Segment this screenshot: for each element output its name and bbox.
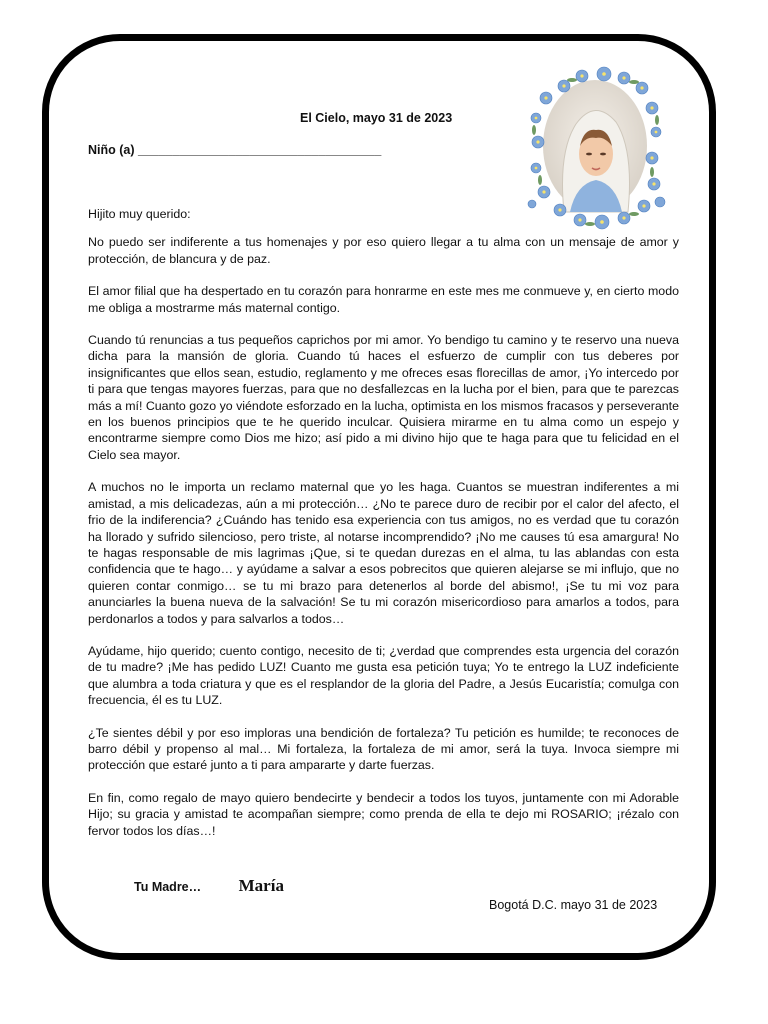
letter-paragraph: No puedo ser indiferente a tus homenajes y por eso quiero llegar a tu alma con un mensaje de amor y protección, de blancura y de paz.	[88, 235, 679, 266]
letter-body	[88, 206, 679, 855]
letter-paragraph: El amor filial que ha despertado en tu corazón para honrarme en este mes me conmueve y, en cierto modo me obliga a mostrarme más maternal contigo.	[88, 284, 679, 315]
letter-paragraph: ¿Te sientes débil y por eso imploras una bendición de fortaleza? Tu petición es humilde; te reconoces de barro débil y propenso al mal… Mi fortaleza, la fortaleza de mi amor, será la tuya. Invoca siempre mi protección que estaré junto a ti para ampararte y darte fuerzas.	[88, 725, 679, 773]
letter-greeting: Hijito muy querido:	[88, 207, 191, 221]
virgin-mary-portrait-icon	[524, 62, 666, 230]
signature-closing: Tu Madre…	[134, 880, 202, 894]
child-name-line: Niño (a) ___________________________________	[88, 143, 382, 157]
letter-paragraph: A muchos no le importa un reclamo maternal que yo les haga. Cuantos se muestran indiferentes a mi amistad, a mis delicadezas, aún a mi protección… ¿No te parece duro de recibir por el calor del afecto, el frio de la indiferencia? ¿Cuándo has tenido esa experiencia con tus amigos, no es verdad que tu corazón ha llorado y sufrido silencioso, pero triste, al notarse incomprendido? ¡No me causes tú esa amargura! No te hagas responsable de mis lagrimas ¡Que, si te quedan durezas en el alma, tu las ablandas con esta confidencia que te hago… y ayúdame a salvar a esos pobrecitos que quieren alejarse se mi influjo, que no quieren contar conmigo… se tu mi brazo para detenerlos al borde del abismo!, ¡Se tu mi voz para anunciarles la buena nueva de la salvación! Se tu mi corazón misericordioso para amarlos a todos, para perdonarlos a todos y para salvarlos a todos…	[88, 480, 679, 626]
letter-date-header: El Cielo, mayo 31 de 2023	[300, 111, 453, 125]
place-date: Bogotá D.C. mayo 31 de 2023	[489, 898, 658, 912]
signature-name: María	[238, 876, 284, 895]
letter-paragraph: Cuando tú renuncias a tus pequeños caprichos por mi amor. Yo bendigo tu camino y te reservo una nueva dicha para la mansión de gloria. Cuando tú haces el esfuerzo de cumplir con tus deberes por insignificantes que ellos sean, estudio, reglamento y me ofreces esas florecillas de amor, ¡Yo intercedo por ti para que tengas mayores fuerzas, para que no desfallezcas en la lucha por el bien, para que te parezcas más a mí! Cuanto gozo yo viéndote esforzado en la lucha, optimista en los mismos fracasos y perseverante en los buenos principios que te he querido inculcar. Quisiera mirarme en tu alma como un espejo y encontrarme siempre como Dios me hizo; así pido a mi divino hijo que te haga para que tu felicidad en el Cielo sea mayor.	[88, 333, 679, 462]
letter-paragraph: Ayúdame, hijo querido; cuento contigo, necesito de ti; ¿verdad que comprendes esta urgencia del corazón de tu madre? ¡Me has pedido LUZ! Cuanto me gusta esa petición tuya; Yo te entrego la LUZ indeficiente que alumbra a toda criatura y que es el resplandor de la gloria del Padre, a Jesús Eucaristía; comulga con frecuencia, él es tu LUZ.	[88, 643, 679, 708]
signature	[134, 876, 284, 896]
letter-paragraph: En fin, como regalo de mayo quiero bendecirte y bendecir a todos los tuyos, juntamente con mi Adorable Hijo; su gracia y amistad te acompañan siempre; como prenda de ella te dejo mi ROSARIO; ¡rézalo con fervor todos los días…!	[88, 790, 679, 838]
